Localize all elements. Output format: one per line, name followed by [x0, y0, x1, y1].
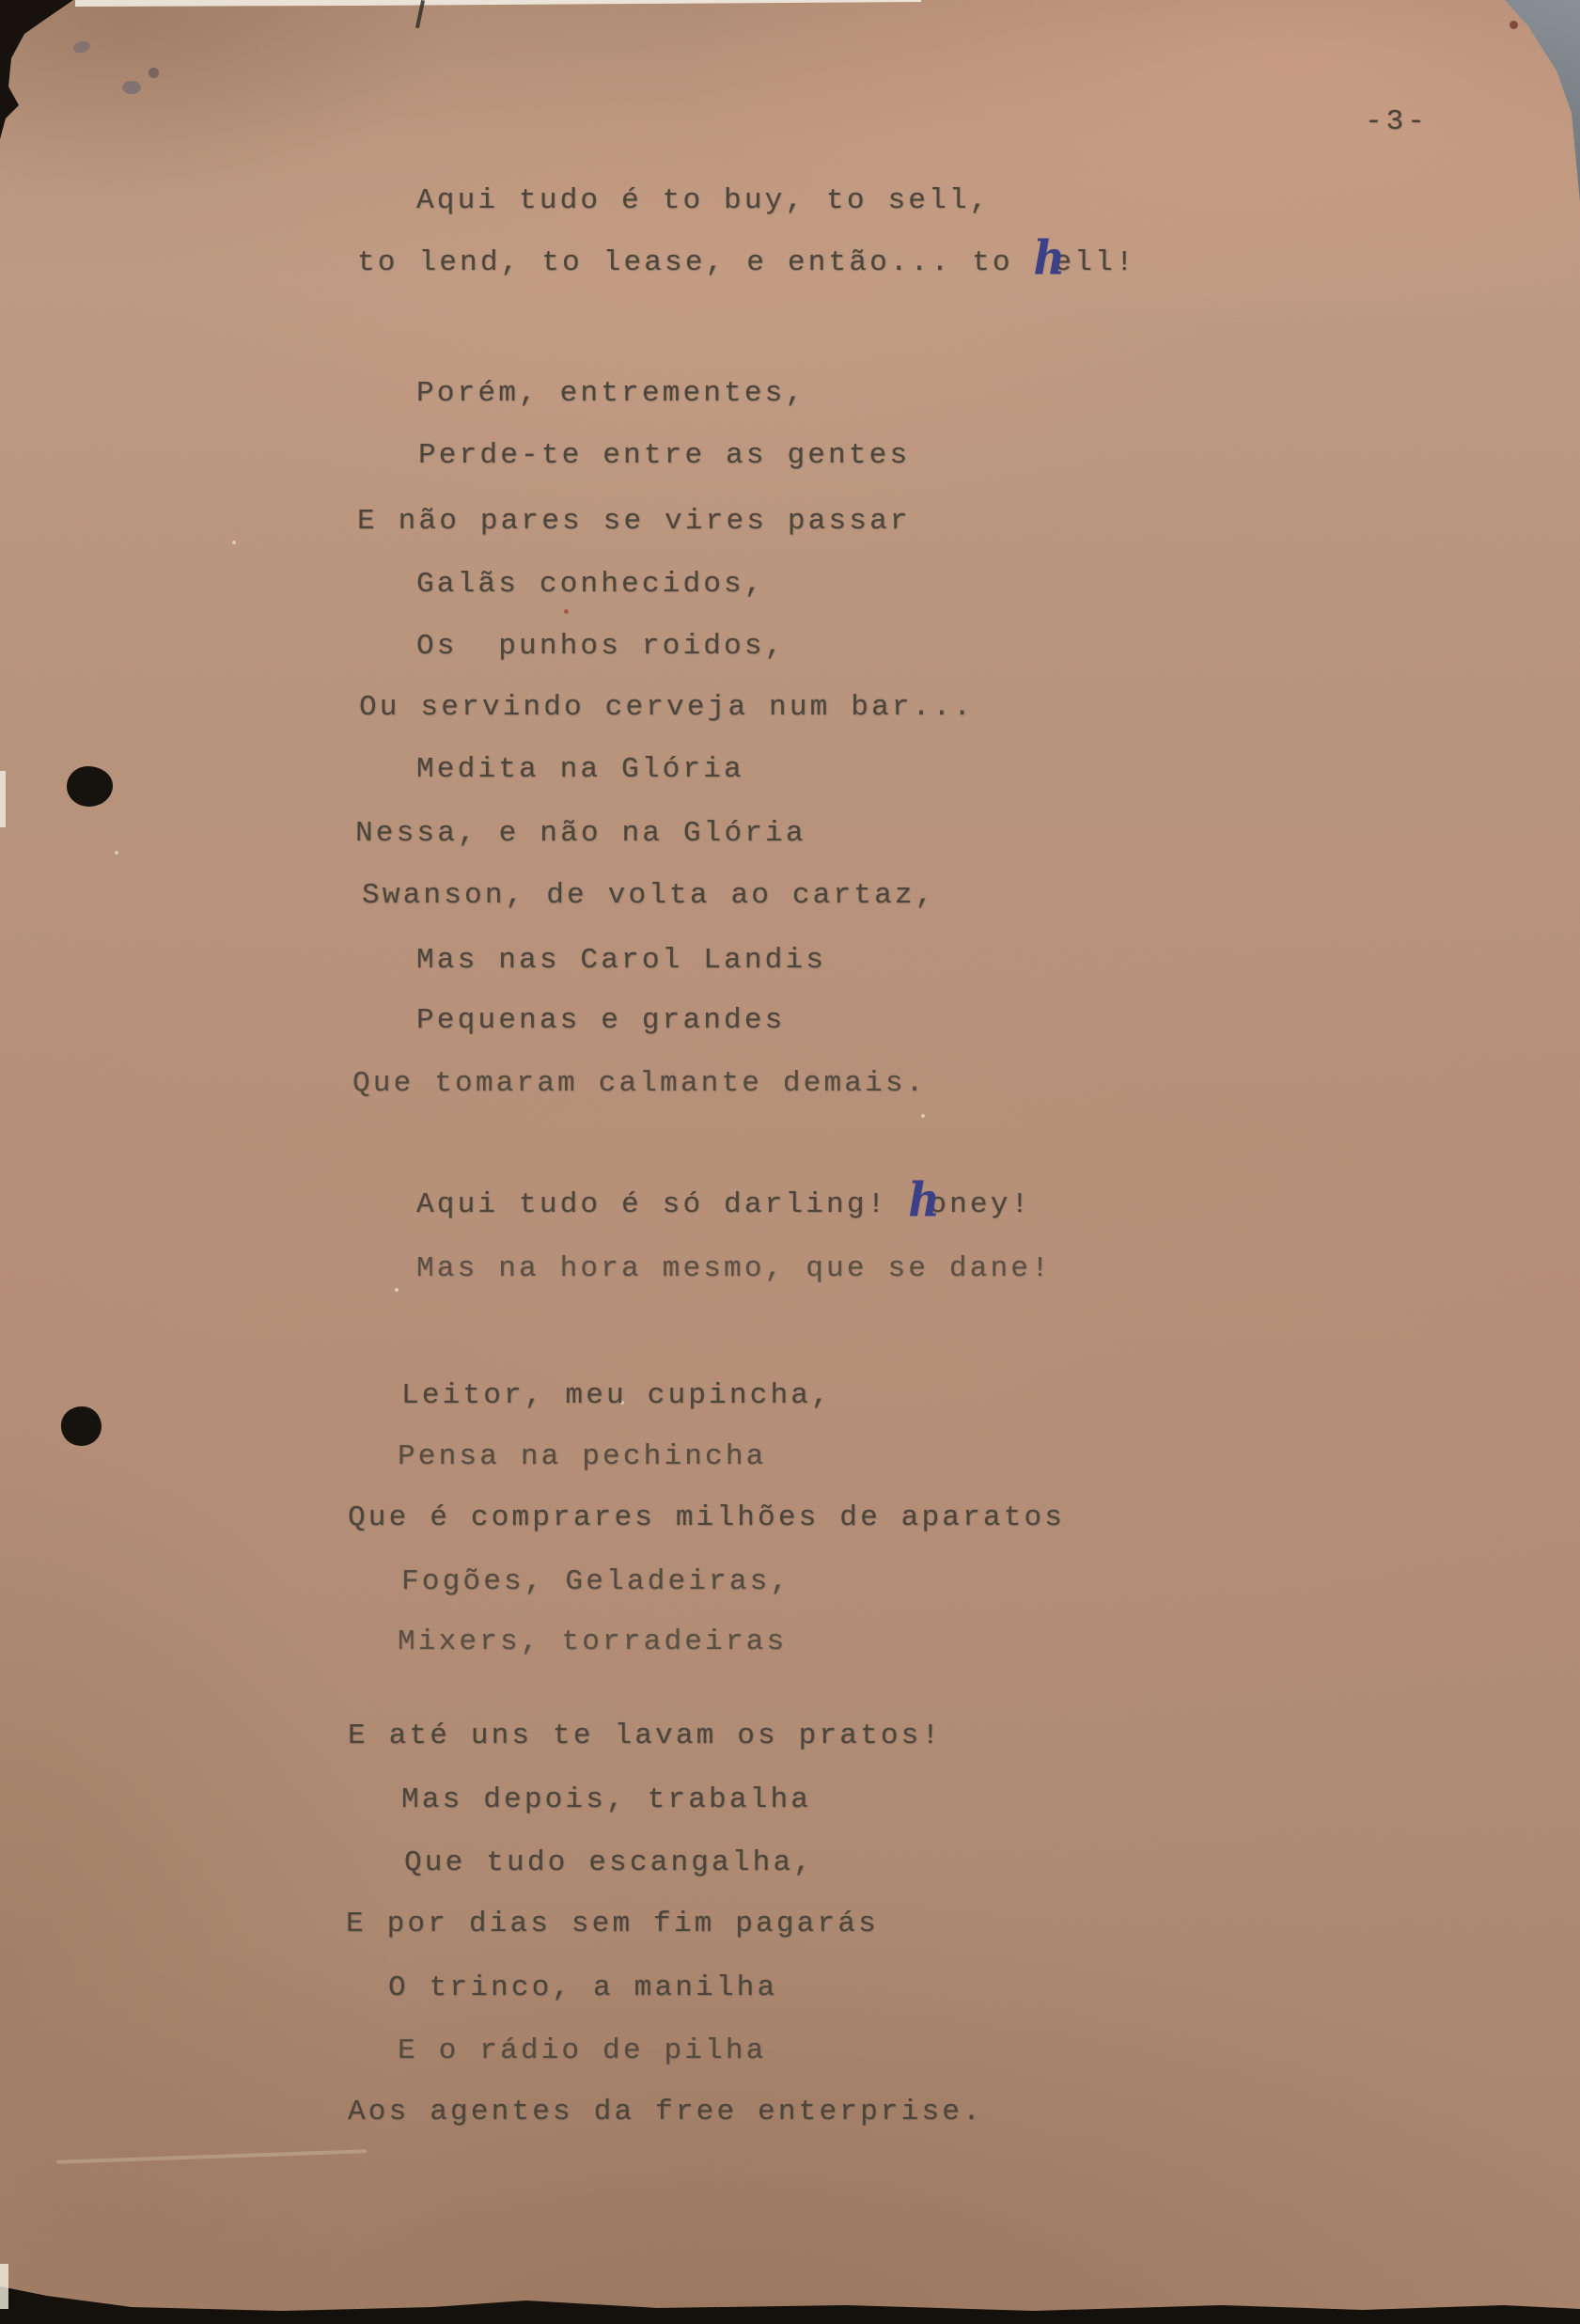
poem-line: Swanson, de volta ao cartaz, — [362, 879, 936, 912]
poem-line: Porém, entrementes, — [416, 377, 806, 410]
poem-line: Mas nas Carol Landis — [416, 944, 827, 977]
poem-line: Aos agentes da free enterprise. — [348, 2096, 983, 2128]
poem-line: Nessa, e não na Glória — [355, 817, 806, 850]
poem-line: Os punhos roidos, — [416, 630, 786, 663]
poem-line: E não pares se vires passar — [357, 505, 911, 538]
torn-corner-top-left — [0, 0, 94, 141]
torn-edge-bottom — [0, 2258, 1580, 2324]
poem-line: E por dias sem fim pagarás — [346, 1908, 879, 1940]
poem-line: to lend, to lease, e então... to hell! — [357, 229, 1136, 286]
poem-line: Leitor, meu cupincha, — [401, 1379, 832, 1412]
adjacent-page-corner-top-right — [1491, 0, 1580, 207]
scan-edge-left — [0, 2264, 8, 2309]
punch-hole-top — [67, 766, 113, 807]
poem-line: Medita na Glória — [416, 753, 744, 786]
paper-speck — [115, 851, 118, 855]
paper-speck — [395, 1288, 399, 1292]
page-number: -3- — [1365, 105, 1429, 138]
ink-smudge — [122, 81, 141, 94]
scan-edge-top — [75, 0, 921, 7]
poem-line: Aqui tudo é to buy, to sell, — [416, 184, 991, 217]
paper-speck — [921, 1114, 925, 1118]
line-text-post: oney! — [929, 1188, 1032, 1221]
punch-hole-bottom — [61, 1406, 102, 1446]
poem-line: Pensa na pechincha — [398, 1440, 767, 1473]
poem-line: Mas depois, trabalha — [401, 1783, 812, 1816]
poem-line: Galãs conhecidos, — [416, 568, 765, 601]
scan-edge-left — [0, 771, 6, 827]
line-text-pre: Aqui tudo é só darling! — [416, 1188, 909, 1221]
poem-line: Fogões, Geladeiras, — [401, 1565, 791, 1598]
poem-line: E o rádio de pilha — [398, 2034, 767, 2067]
paper-speck — [232, 541, 236, 544]
poem-line: Perde-te entre as gentes — [418, 439, 911, 472]
poem-line: Que é comprares milhões de aparatos — [348, 1501, 1066, 1534]
poem-line: Mas na hora mesmo, que se dane! — [416, 1252, 1052, 1285]
paper-crease — [56, 2149, 367, 2164]
ink-smudge — [564, 609, 569, 614]
poem-line: Que tudo escangalha, — [404, 1846, 815, 1879]
poem-line: O trinco, a manilha — [388, 1971, 778, 2004]
line-text-post: ell! — [1054, 246, 1136, 279]
poem-line: Aqui tudo é só darling! honey! — [416, 1171, 1032, 1228]
poem-line: Que tomaram calmante demais. — [352, 1067, 927, 1100]
ink-smudge — [1510, 21, 1518, 29]
poem-line: Ou servindo cerveja num bar... — [359, 691, 975, 724]
poem-line: Pequenas e grandes — [416, 1004, 786, 1037]
line-text-pre: to lend, to lease, e então... to — [357, 246, 1034, 279]
ink-smudge — [149, 68, 159, 78]
poem-line: E até uns te lavam os pratos! — [348, 1719, 943, 1752]
poem-line: Mixers, torradeiras — [398, 1625, 788, 1658]
ink-smudge — [72, 39, 91, 55]
